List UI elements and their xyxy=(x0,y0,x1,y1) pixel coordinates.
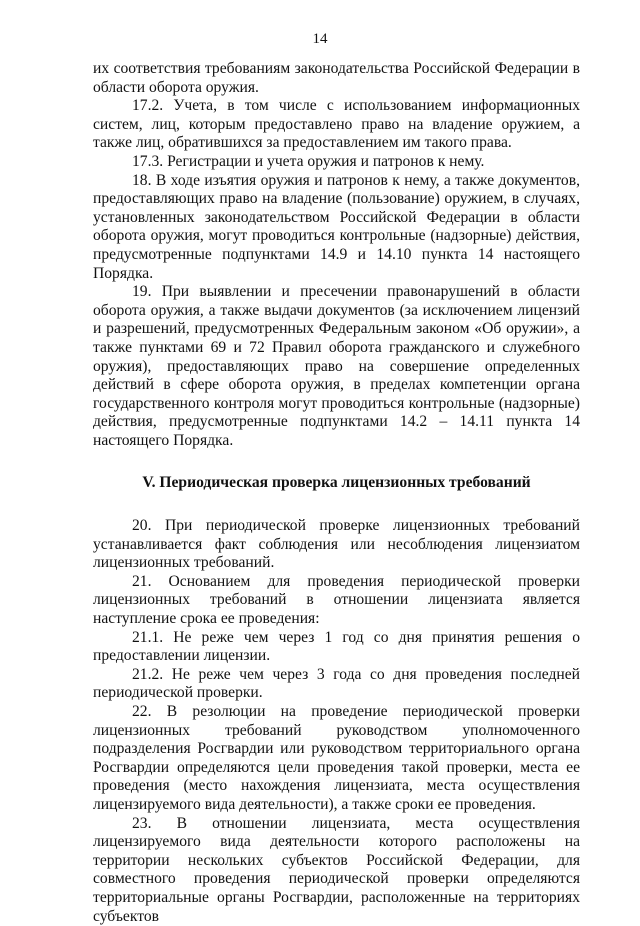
paragraph-21-1: 21.1. Не реже чем через 1 год со дня принятия решения о предоставлении лицензии. xyxy=(93,628,580,665)
document-body xyxy=(93,60,580,926)
paragraph-21: 21. Основанием для проведения периодической проверки лицензионных требований в отношении лицензиата является наступление срока ее проведения: xyxy=(93,572,580,628)
paragraph-continuation: их соответствия требованиям законодательства Российской Федерации в области оборота оружия. xyxy=(93,60,580,96)
paragraph-23: 23. В отношении лицензиата, места осуществления лицензируемого вида деятельности которого расположены на территории нескольких субъектов Российской Федерации, для совместного проведения периодической проверки определяются территориальные органы Росгвардии, расположенные на территориях субъектов xyxy=(93,814,580,925)
paragraph-19: 19. При выявлении и пресечении правонарушений в области оборота оружия, а также выдачи документов (за исключением лицензий и разрешений, предусмотренных Федеральным законом «Об оружии», а также пунктами 69 и 72 Правил оборота гражданского и служебного оружия), предоставляющих право на совершение определенных действий в сфере оборота оружия, в пределах компетенции органа государственного контроля могут проводиться контрольные (надзорные) действия, предусмотренные подпунктами 14.2 – 14.11 пункта 14 настоящего Порядка. xyxy=(93,283,580,449)
page-number: 14 xyxy=(312,31,328,47)
paragraph-17-2: 17.2. Учета, в том числе с использованием информационных систем, лиц, которым предоставлено право на владение оружием, а также лиц, обратившихся за предоставлением им такого права. xyxy=(93,97,580,152)
section-heading: V. Периодическая проверка лицензионных требований xyxy=(142,474,531,492)
paragraph-22: 22. В резолюции на проведение периодической проверки лицензионных требований руководством уполномоченного подразделения Росгвардии или руководством территориального органа Росгвардии определяются цели проведения такой проверки, места ее проведения (место нахождения лицензиата, места осуществления лицензируемого вида деятельности), а также сроки ее проведения. xyxy=(93,703,580,813)
paragraph-20: 20. При периодической проверке лицензионных требований устанавливается факт соблюдения или несоблюдения лицензиатом лицензионных требований. xyxy=(93,517,580,572)
paragraph-17-3: 17.3. Регистрации и учета оружия и патронов к нему. xyxy=(132,152,485,170)
paragraph-21-2: 21.2. Не реже чем через 3 года со дня проведения последней периодической проверки. xyxy=(93,665,580,702)
paragraph-18: 18. В ходе изъятия оружия и патронов к нему, а также документов, предоставляющих право на владение (пользование) оружием, в случаях, установленных законодательством Российской Федерации в области оборота оружия, могут проводиться контрольные (надзорные) действия, предусмотренные подпунктами 14.9 и 14.10 пункта 14 настоящего Порядка. xyxy=(93,171,580,282)
